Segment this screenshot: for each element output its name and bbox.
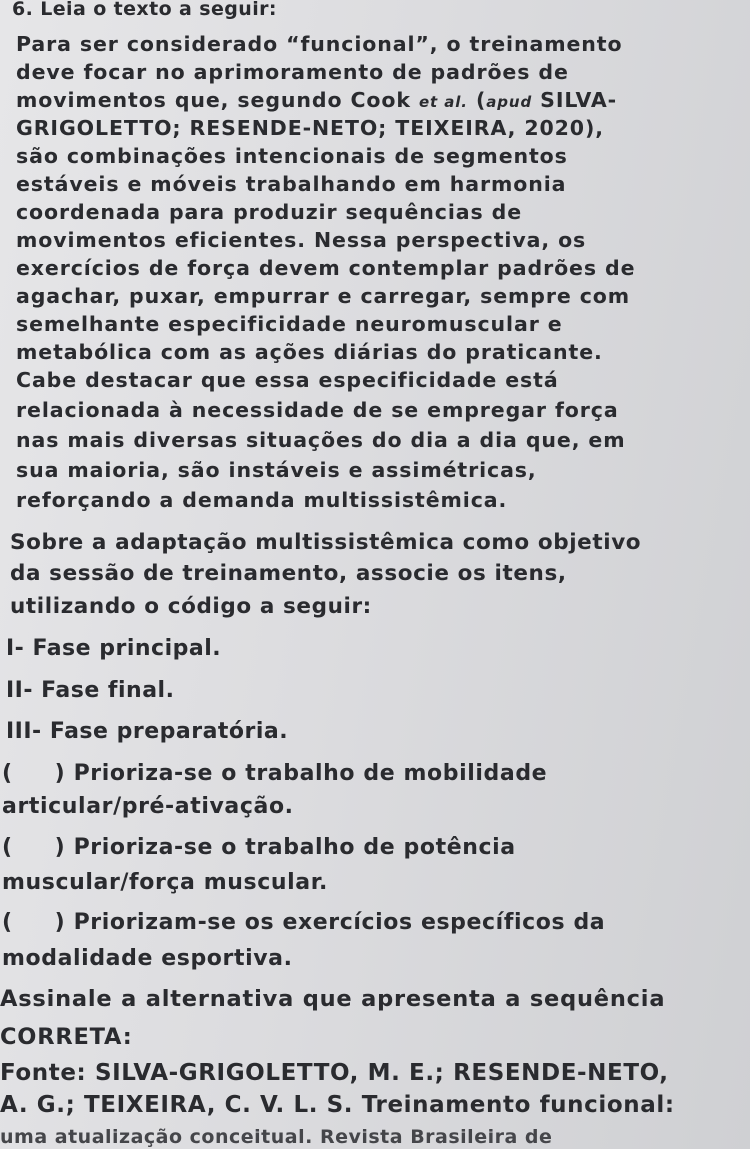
item-1-line-1 — [2, 763, 547, 785]
paragraph2-line-3: utilizando o código a seguir: — [10, 594, 372, 619]
item-2-open-paren: ( — [2, 835, 13, 860]
paragraph1-line-17: reforçando a demanda multissistêmica. — [16, 488, 508, 512]
paragraph1-line-5: são combinações intencionais de segmentos — [16, 144, 568, 168]
paragraph2-line-1: Sobre a adaptação multissistêmica como objetivo — [10, 530, 642, 555]
paragraph1-line-9: exercícios de força devem contemplar padrões de — [16, 256, 636, 280]
paragraph1-line-6: estáveis e móveis trabalhando em harmonia — [16, 172, 567, 196]
paragraph1-line-12: metabólica com as ações diárias do praticante. — [16, 340, 603, 364]
paragraph1-line-7: coordenada para produzir sequências de — [16, 200, 523, 224]
item-1-open-paren: ( — [2, 761, 13, 786]
item-2-line-1 — [2, 837, 516, 859]
item-2-line-2: muscular/força muscular. — [2, 870, 328, 895]
code-1: I- Fase principal. — [6, 636, 222, 661]
paragraph1-line-10: agachar, puxar, empurrar e carregar, sempre com — [16, 284, 630, 308]
open-paren-text: ( — [475, 88, 487, 112]
apud-text: apud — [486, 93, 533, 111]
paragraph1-line-16: sua maioria, são instáveis e assimétricas, — [16, 458, 537, 482]
paragraph1-line-3 — [16, 90, 617, 111]
instruction-line-2: CORRETA: — [0, 1024, 133, 1050]
item-3-text: ) Priorizam-se os exercícios específicos da — [54, 910, 606, 935]
paragraph2-line-2: da sessão de treinamento, associe os itens, — [10, 561, 567, 586]
item-1-line-2: articular/pré-ativação. — [2, 794, 294, 819]
question-title: 6. Leia o texto a seguir: — [12, 0, 277, 20]
code-3: III- Fase preparatória. — [6, 719, 289, 744]
paragraph1-line-3-text: movimentos que, segundo Cook — [16, 88, 411, 112]
paragraph1-line-2: deve focar no aprimoramento de padrões de — [16, 60, 569, 84]
paragraph1-line-15: nas mais diversas situações do dia a dia que, em — [16, 428, 626, 452]
source-line-3: uma atualização conceitual. Revista Brasileira de — [0, 1126, 553, 1148]
paragraph1-line-8: movimentos eficientes. Nessa perspectiva, os — [16, 228, 587, 252]
source-line-1: Fonte: SILVA-GRIGOLETTO, M. E.; RESENDE-NETO, — [0, 1060, 669, 1086]
item-2-text: ) Prioriza-se o trabalho de potência — [54, 835, 516, 860]
source-line-2: A. G.; TEIXEIRA, C. V. L. S. Treinamento funcional: — [0, 1092, 675, 1118]
instruction-line-1: Assinale a alternativa que apresenta a sequência — [0, 986, 666, 1012]
item-3-line-1 — [2, 912, 605, 934]
silva-text: SILVA- — [540, 88, 618, 112]
paragraph1-line-13: Cabe destacar que essa especificidade está — [16, 368, 559, 392]
paragraph1-line-1: Para ser considerado “funcional”, o treinamento — [16, 32, 623, 56]
item-3-open-paren: ( — [2, 910, 13, 935]
paragraph1-line-11: semelhante especificidade neuromuscular e — [16, 312, 563, 336]
paragraph1-line-14: relacionada à necessidade de se empregar força — [16, 398, 619, 422]
code-2: II- Fase final. — [6, 678, 175, 703]
item-1-text: ) Prioriza-se o trabalho de mobilidade — [54, 761, 548, 786]
item-3-line-2: modalidade esportiva. — [2, 946, 293, 971]
et-al-text: et al. — [418, 93, 468, 111]
paragraph1-line-4: GRIGOLETTO; RESENDE-NETO; TEIXEIRA, 2020), — [16, 116, 604, 140]
